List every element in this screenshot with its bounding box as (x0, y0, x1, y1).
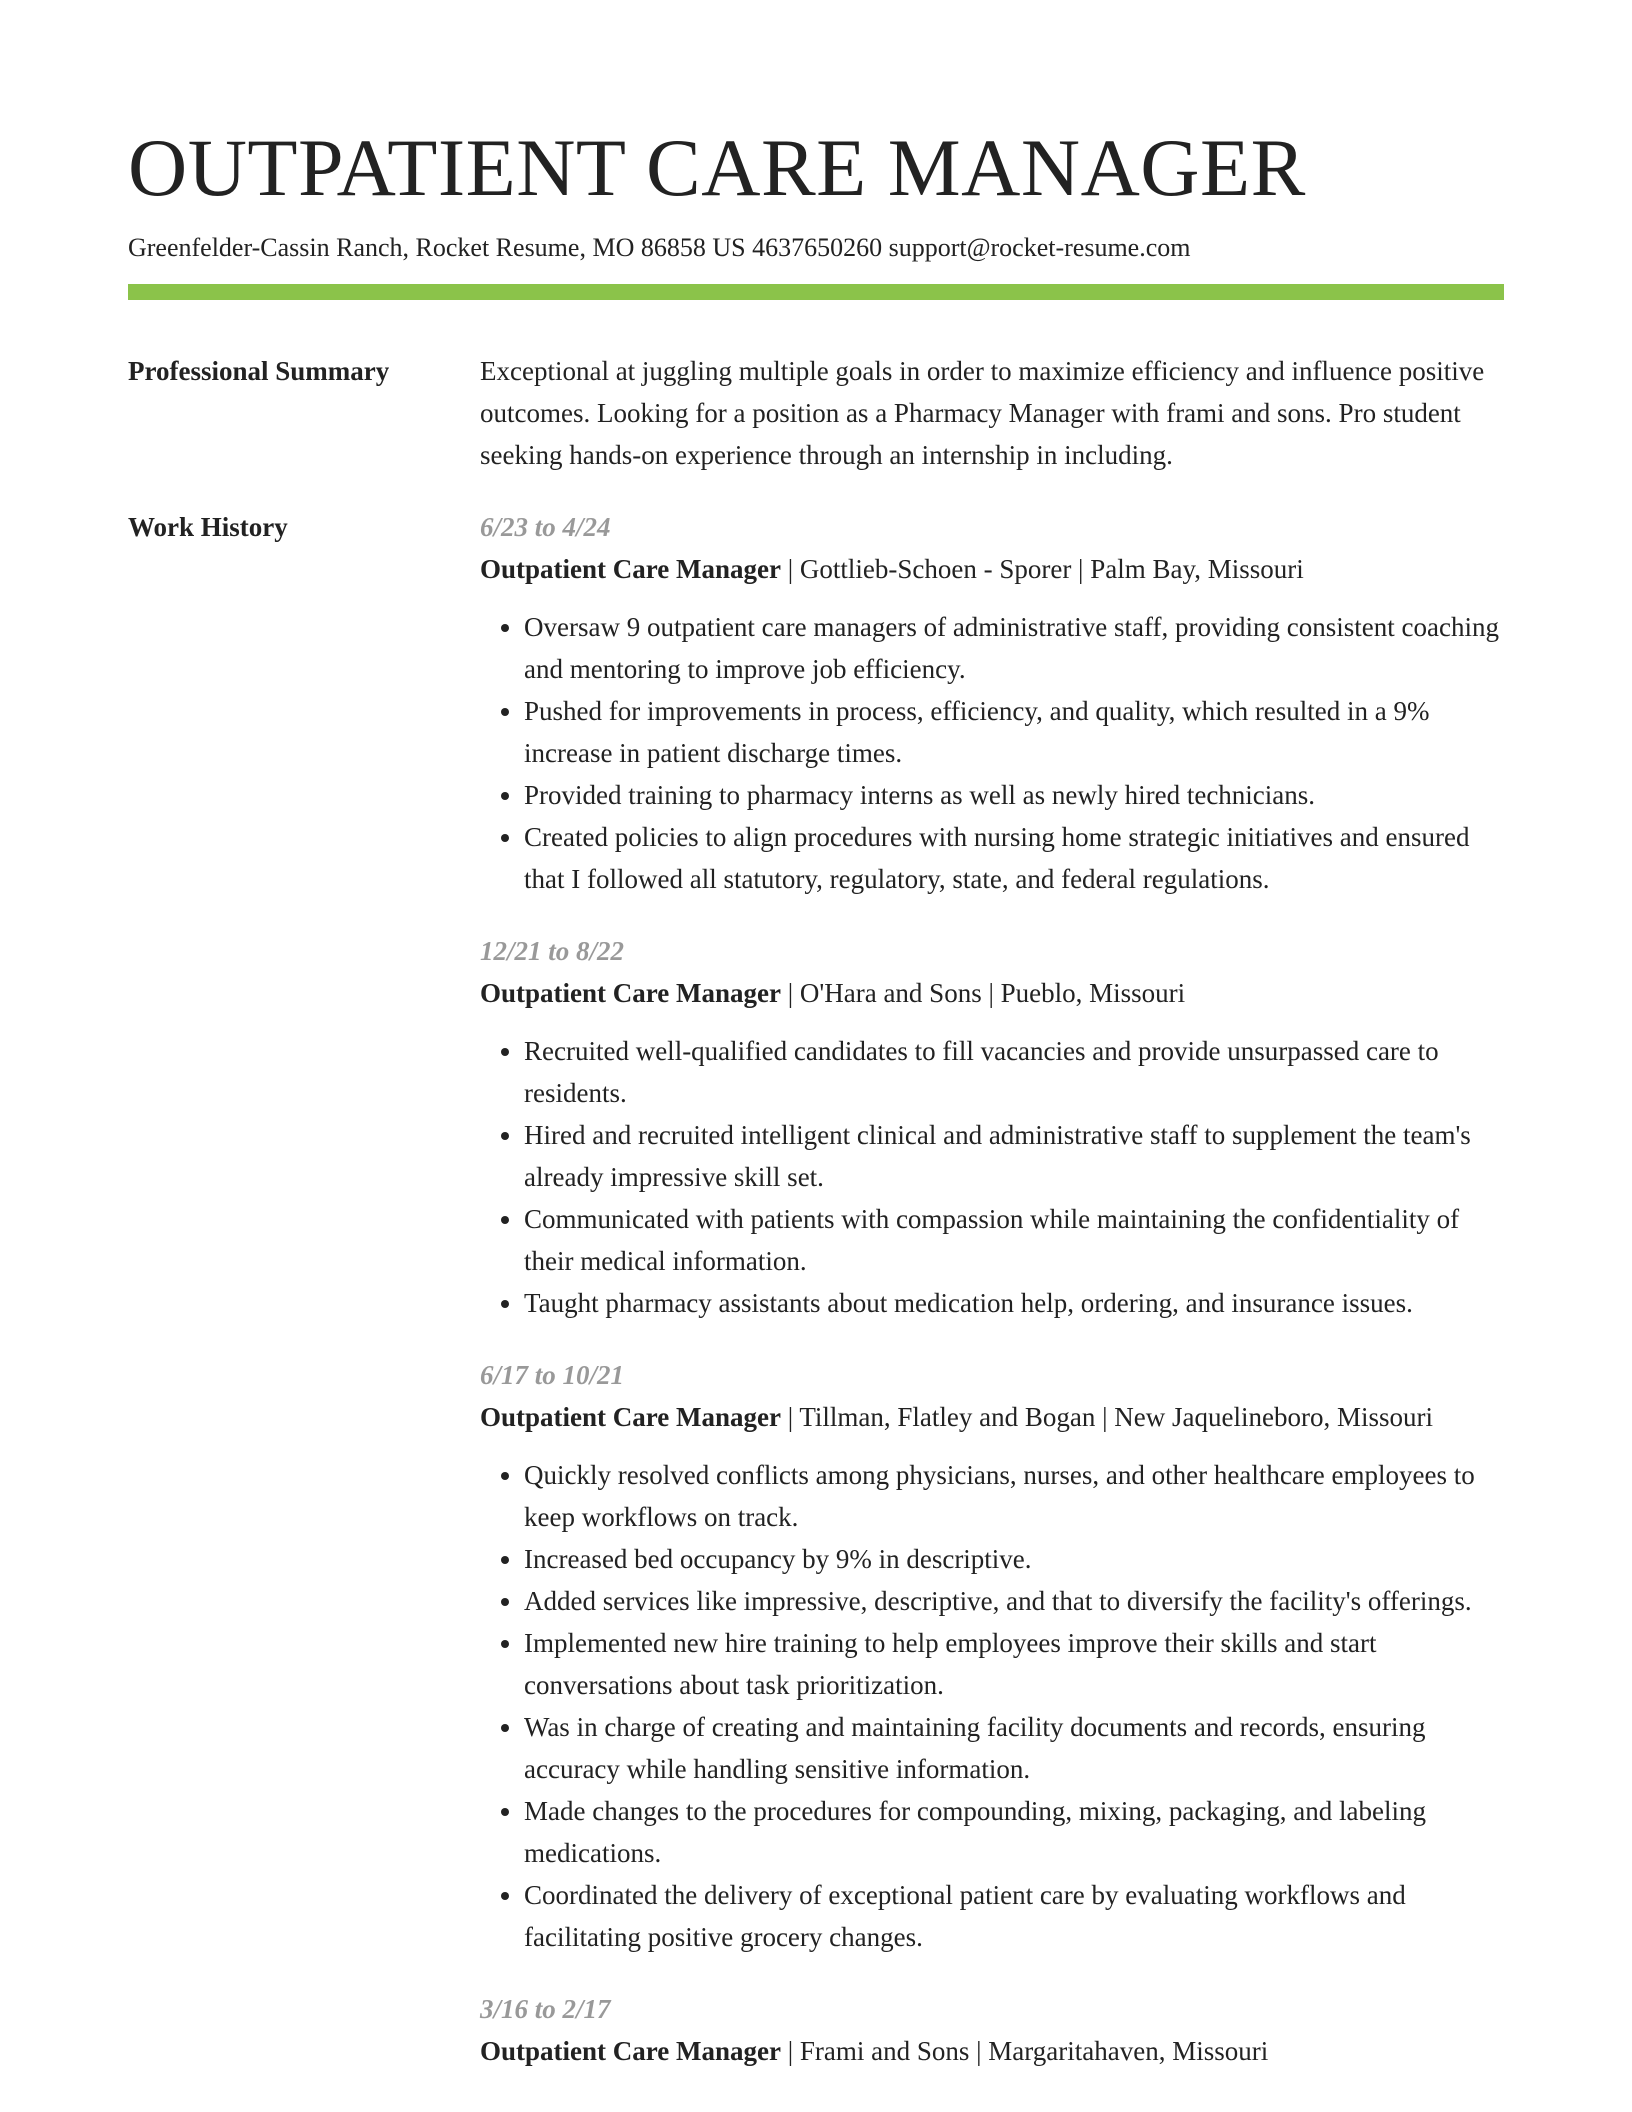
job-bullet: • Implemented new hire training to help employees improve their skills and start conversations about task prioritization. (524, 1622, 1504, 1706)
job-title: Outpatient Care Manager (480, 2036, 781, 2066)
contact-address: Greenfelder-Cassin Ranch, Rocket Resume, MO 86858 US (128, 233, 746, 262)
work-history-list (480, 506, 1504, 2102)
section-label-summary: Professional Summary (128, 356, 390, 386)
job-entry (480, 506, 1504, 900)
contact-line (128, 232, 1504, 264)
job-bullet: • Communicated with patients with compassion while maintaining the confidentiality of their medical information. (524, 1198, 1504, 1282)
job-bullet: • Pushed for improvements in process, efficiency, and quality, which resulted in a 9% increase in patient discharge times. (524, 690, 1504, 774)
job-entry (480, 1988, 1504, 2072)
job-bullet: • Coordinated the delivery of exceptional patient care by evaluating workflows and facilitating positive grocery changes. (524, 1874, 1504, 1958)
job-bullet-list (480, 606, 1504, 900)
contact-phone: 4637650260 (752, 233, 883, 262)
job-bullet: • Quickly resolved conflicts among physicians, nurses, and other healthcare employees to keep workflows on track. (524, 1454, 1504, 1538)
job-bullet: • Made changes to the procedures for compounding, mixing, packaging, and labeling medications. (524, 1790, 1504, 1874)
job-dates: 3/16 to 2/17 (480, 1994, 611, 2024)
resume-page (128, 0, 1504, 2102)
contact-email: support@rocket-resume.com (888, 233, 1191, 262)
section-label-work-history: Work History (128, 512, 288, 542)
job-bullet: • Was in charge of creating and maintaining facility documents and records, ensuring accuracy while handling sensitive information. (524, 1706, 1504, 1790)
job-heading (480, 1396, 1504, 1438)
summary-body (480, 350, 1504, 476)
job-company-location: | O'Hara and Sons | Pueblo, Missouri (780, 978, 1186, 1008)
job-heading (480, 2030, 1504, 2072)
job-company-location: | Gottlieb-Schoen - Sporer | Palm Bay, Missouri (780, 554, 1304, 584)
job-company-location: | Frami and Sons | Margaritahaven, Missouri (780, 2036, 1269, 2066)
job-bullet: • Increased bed occupancy by 9% in descriptive. (524, 1538, 1504, 1580)
work-history-section (128, 506, 1504, 2102)
job-bullet: • Provided training to pharmacy interns as well as newly hired technicians. (524, 774, 1504, 816)
job-bullet-list (480, 1454, 1504, 1958)
job-bullet: • Taught pharmacy assistants about medication help, ordering, and insurance issues. (524, 1282, 1504, 1324)
job-entry (480, 1354, 1504, 1958)
job-title: Outpatient Care Manager (480, 1402, 781, 1432)
job-heading (480, 972, 1504, 1014)
job-dates: 6/17 to 10/21 (480, 1360, 625, 1390)
job-title: Outpatient Care Manager (480, 554, 781, 584)
professional-summary-section (128, 350, 1504, 476)
header-divider (128, 284, 1504, 300)
job-bullet: • Hired and recruited intelligent clinical and administrative staff to supplement the team's already impressive skill set. (524, 1114, 1504, 1198)
job-bullet: • Created policies to align procedures with nursing home strategic initiatives and ensured that I followed all statutory, regulatory, state, and federal regulations. (524, 816, 1504, 900)
summary-text: Exceptional at juggling multiple goals in order to maximize efficiency and influence positive outcomes. Looking for a position as a Pharmacy Manager with frami and sons. Pro student seeking hands-on experience through an internship in including. (480, 356, 1485, 470)
job-bullet-list (480, 1030, 1504, 1324)
job-bullet: • Oversaw 9 outpatient care managers of administrative staff, providing consistent coaching and mentoring to improve job efficiency. (524, 606, 1504, 690)
job-company-location: | Tillman, Flatley and Bogan | New Jaquelineboro, Missouri (780, 1402, 1433, 1432)
resume-name: OUTPATIENT CARE MANAGER (128, 122, 1306, 213)
job-entry (480, 930, 1504, 1324)
job-bullet: • Added services like impressive, descriptive, and that to diversify the facility's offerings. (524, 1580, 1504, 1622)
job-bullet: • Recruited well-qualified candidates to fill vacancies and provide unsurpassed care to residents. (524, 1030, 1504, 1114)
job-dates: 12/21 to 8/22 (480, 936, 625, 966)
job-dates: 6/23 to 4/24 (480, 512, 611, 542)
job-title: Outpatient Care Manager (480, 978, 781, 1008)
job-heading (480, 548, 1504, 590)
